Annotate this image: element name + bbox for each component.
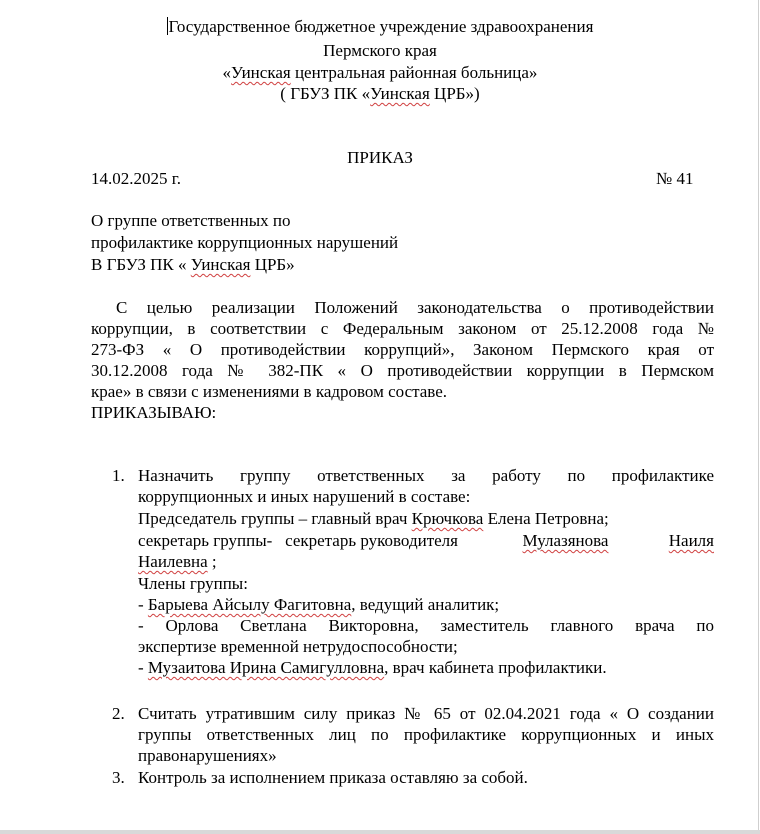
org-line-3: «Уинская центральная районная больница»: [222, 63, 538, 82]
org-line-2: Пермского края: [323, 41, 437, 60]
item-2-number: 2.: [112, 704, 125, 723]
item-1-line-1: Назначить группу ответственных за работу по профилактике: [138, 466, 714, 485]
item-2-line-1: Считать утратившим силу приказ № 65 от 02.04.2021 года « О создании: [138, 704, 714, 723]
member-2-line-2: экспертизе временной нетрудоспособности;: [138, 637, 458, 656]
subject-line-2: профилактике коррупционных нарушений: [91, 233, 399, 252]
order-number: № 41: [656, 169, 694, 188]
chairman-line: Председатель группы – главный врач Крючкова Елена Петровна;: [138, 509, 609, 528]
member-1: - Барыева Айсылу Фагитовна, ведущий аналитик;: [138, 595, 500, 614]
order-title: ПРИКАЗ: [347, 148, 413, 167]
member-3: - Музаитова Ирина Самигулловна, врач кабинета профилактики.: [138, 658, 607, 677]
preamble-line-4: 30.12.2008 года № 382-ПК « О противодействии коррупции в Пермском: [91, 361, 714, 380]
order-date: 14.02.2025 г.: [91, 169, 182, 188]
preamble-line-2: коррупции, в соответствии с Федеральным законом от 25.12.2008 года №: [91, 319, 714, 338]
page-bottom-border: [0, 830, 760, 834]
item-1-number: 1.: [112, 466, 125, 485]
item-3-number: 3.: [112, 768, 125, 787]
subject-line-3: В ГБУЗ ПК « Уинская ЦРБ»: [91, 255, 295, 274]
org-line-4: ( ГБУЗ ПК «Уинская ЦРБ»): [280, 84, 480, 103]
preamble-line-1: С целью реализации Положений законодательства о противодействии: [116, 298, 714, 317]
item-3-line-1: Контроль за исполнением приказа оставляю за собой.: [138, 768, 528, 787]
decree-word: ПРИКАЗЫВАЮ:: [91, 403, 217, 422]
item-2-line-3: правонарушениях»: [138, 746, 277, 765]
secretary-line: секретарь группы- секретарь руководителя Мулазянова Наиля: [138, 531, 714, 550]
org-line-1: Государственное бюджетное учреждение здравоохранения: [168, 17, 594, 36]
text-cursor: [167, 17, 168, 35]
item-1-line-2: коррупционных и иных нарушений в составе:: [138, 487, 471, 506]
preamble-line-3: 273-ФЗ « О противодействии коррупций», Законом Пермского края от: [91, 340, 714, 359]
item-2-line-2: группы ответственных лиц по профилактике коррупционных и иных: [138, 725, 714, 744]
secretary-line-2: Наилевна ;: [138, 552, 217, 571]
subject-line-1: О группе ответственных по: [91, 211, 291, 230]
members-label: Члены группы:: [138, 574, 248, 593]
member-2-line-1: - Орлова Светлана Викторовна, заместитель главного врача по: [138, 616, 714, 635]
preamble-line-5: крае» в связи с изменениями в кадровом составе.: [91, 382, 448, 401]
